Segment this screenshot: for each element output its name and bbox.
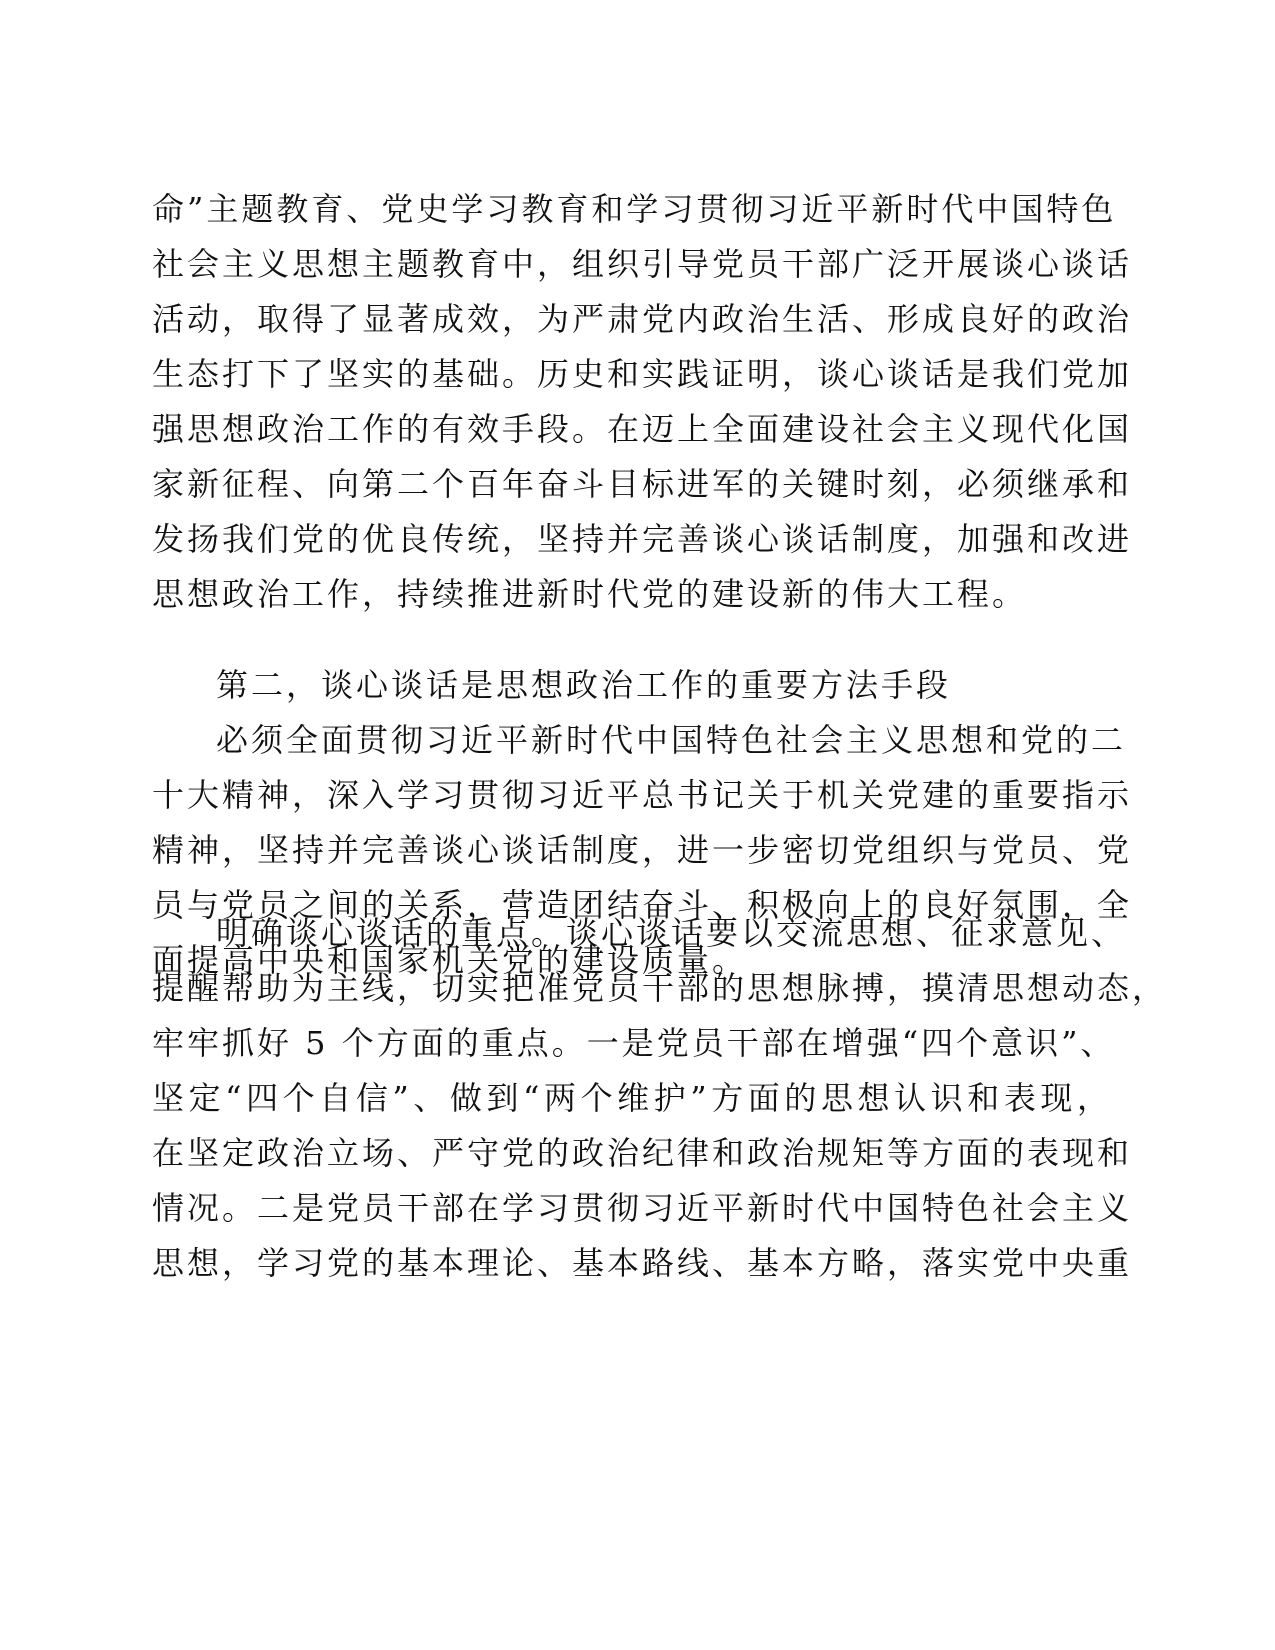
- paragraph-2-line: 必须全面贯彻习近平新时代中国特色社会主义思想和党的二: [216, 721, 1127, 759]
- paragraph-3-line: 牢牢抓好 5 个方面的重点。一是党员干部在增强“四个意识”、: [152, 1024, 1116, 1062]
- paragraph-2-line: 面提高中央和国家机关党的建设质量。: [152, 941, 748, 979]
- paragraph-3-line: 思想，学习党的基本理论、基本路线、基本方略，落实党中央重: [152, 1244, 1133, 1282]
- paragraph-2-line: 十大精神，深入学习贯彻习近平总书记关于机关党建的重要指示: [152, 776, 1133, 814]
- section-heading-text: 第二，谈心谈话是思想政治工作的重要方法手段: [216, 666, 952, 704]
- paragraph-3-line: 提醒帮助为主线，切实把准党员干部的思想脉搏，摸清思想动态，: [152, 969, 1168, 1007]
- paragraph-1-line: 生态打下了坚实的基础。历史和实践证明，谈心谈话是我们党加: [152, 355, 1133, 393]
- paragraph-2-line: 员与党员之间的关系，营造团结奋斗、积极向上的良好氛围，全: [152, 886, 1133, 924]
- paragraph-2-line: 精神，坚持并完善谈心谈话制度，进一步密切党组织与党员、党: [152, 831, 1133, 869]
- paragraph-1-line: 强思想政治工作的有效手段。在迈上全面建设社会主义现代化国: [152, 410, 1133, 448]
- paragraph-1: [152, 182, 1133, 622]
- paragraph-1-line: 命”主题教育、党史学习教育和学习贯彻习近平新时代中国特色: [152, 190, 1117, 228]
- paragraph-3: [152, 906, 1168, 1291]
- paragraph-3-line: 坚定“四个自信”、做到“两个维护”方面的思想认识和表现，: [152, 1079, 1112, 1117]
- paragraph-3-line: 明确谈心谈话的重点。谈心谈话要以交流思想、征求意见、: [216, 914, 1127, 952]
- paragraph-3-line: 情况。二是党员干部在学习贯彻习近平新时代中国特色社会主义: [152, 1189, 1133, 1227]
- paragraph-1-line: 思想政治工作，持续推进新时代党的建设新的伟大工程。: [152, 575, 1028, 613]
- section-heading: [152, 658, 1112, 713]
- paragraph-3-line: 在坚定政治立场、严守党的政治纪律和政治规矩等方面的表现和: [152, 1134, 1133, 1172]
- paragraph-1-line: 家新征程、向第二个百年奋斗目标进军的关键时刻，必须继承和: [152, 465, 1133, 503]
- paragraph-1-line: 活动，取得了显著成效，为严肃党内政治生活、形成良好的政治: [152, 300, 1133, 338]
- paragraph-1-line: 社会主义思想主题教育中，组织引导党员干部广泛开展谈心谈话: [152, 245, 1133, 283]
- paragraph-1-line: 发扬我们党的优良传统，坚持并完善谈心谈话制度，加强和改进: [152, 520, 1133, 558]
